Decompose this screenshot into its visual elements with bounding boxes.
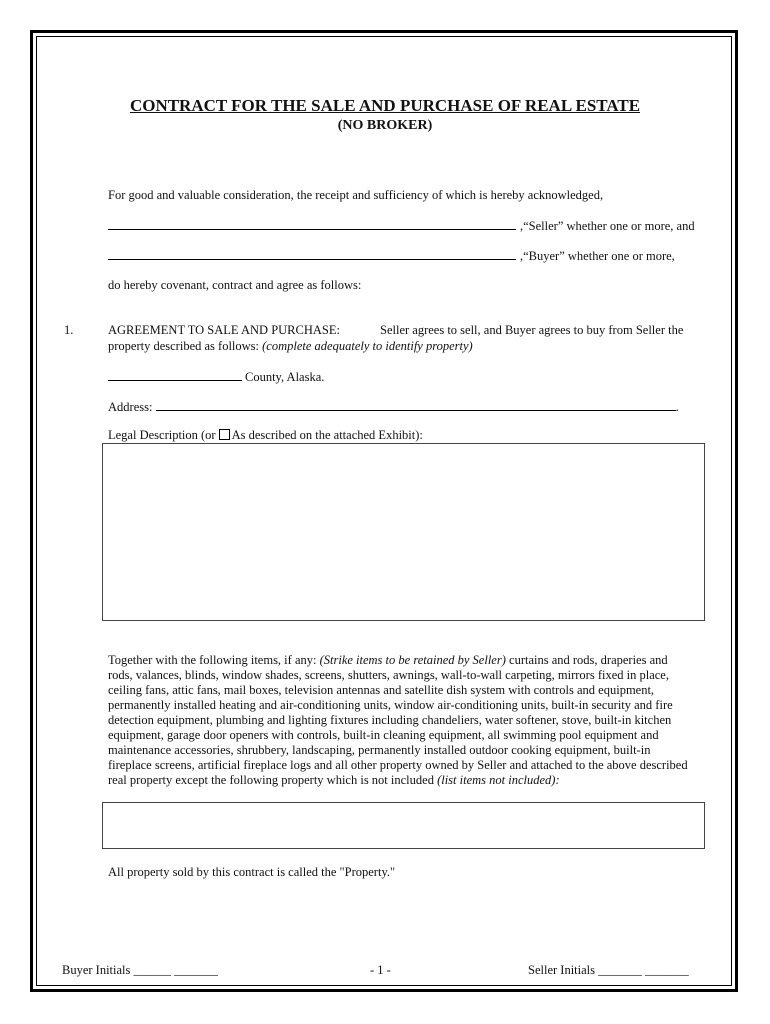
buyer-suffix: ,“Buyer” whether one or more, — [520, 249, 675, 263]
items-line — [108, 653, 708, 668]
property-definition: All property sold by this contract is called the "Property." — [108, 865, 396, 879]
items-line-0: curtains and rods, draperies and — [509, 653, 668, 667]
intro-text: For good and valuable consideration, the receipt and sufficiency of which is hereby acknowledged, — [108, 188, 604, 202]
seller-line — [108, 218, 695, 234]
items-line-2: ceiling fans, attic fans, mail boxes, television antennas and satellite dish system with controls and equipment, — [108, 683, 655, 697]
seller-name-field[interactable] — [108, 218, 516, 230]
excluded-items-box[interactable] — [102, 802, 705, 849]
exhibit-checkbox[interactable] — [219, 429, 230, 440]
address-end: . — [675, 400, 679, 414]
address-field[interactable] — [156, 399, 676, 411]
items-line-7: fireplace screens, artificial fireplace logs and all other property owned by Seller and attached to the above described — [108, 758, 688, 772]
section-line2 — [108, 339, 473, 354]
address-label: Address: — [108, 400, 153, 414]
buyer-initials[interactable]: Buyer Initials ______ _______ — [62, 963, 218, 977]
covenant-text: do hereby covenant, contract and agree as follows: — [108, 278, 362, 292]
document-subtitle: (NO BROKER) — [337, 118, 433, 133]
document-title: CONTRACT FOR THE SALE AND PURCHASE OF REAL ESTATE — [129, 96, 641, 115]
items-line-6: maintenance accessories, shrubbery, landscaping, permanently installed outdoor cooking equipment, built-in — [108, 743, 651, 757]
county-line — [108, 369, 324, 385]
items-line-4: detection equipment, plumbing and lighting fixtures including chandeliers, water softener, stove, built-in kitchen — [108, 713, 672, 727]
items-line-last — [108, 773, 708, 788]
legal-prefix: Legal Description (or — [108, 428, 216, 442]
items-line-5: equipment, garage door openers with controls, built-in cleaning equipment, all swimming pool equipment and — [108, 728, 659, 742]
buyer-name-field[interactable] — [108, 248, 516, 260]
section-line2-italic: (complete adequately to identify property) — [262, 339, 473, 353]
address-line — [108, 399, 679, 415]
items-italic: (Strike items to be retained by Seller) — [319, 653, 506, 667]
items-lead: Together with the following items, if any: — [108, 653, 317, 667]
county-suffix: County, Alaska. — [245, 370, 325, 384]
section-heading: AGREEMENT TO SALE AND PURCHASE: — [108, 323, 340, 337]
county-field[interactable] — [108, 369, 242, 381]
items-last: real property except the following property which is not included — [108, 773, 434, 787]
section-number: 1. — [64, 323, 74, 337]
items-line-1: rods, valances, blinds, window shades, screens, shutters, awnings, wall-to-wall carpeting, mirrors fixed in place, — [108, 668, 669, 682]
items-last-italic: (list items not included): — [437, 773, 560, 787]
section-line2-text: property described as follows: — [108, 339, 260, 353]
included-items-paragraph — [108, 653, 708, 788]
seller-suffix: ,“Seller” whether one or more, and — [520, 219, 695, 233]
legal-suffix: As described on the attached Exhibit): — [231, 428, 423, 442]
items-line-3: permanently installed heating and air-conditioning units, window air-conditioning units, built-in security and fire — [108, 698, 673, 712]
legal-description-label — [108, 428, 423, 443]
buyer-line — [108, 248, 675, 264]
seller-initials[interactable]: Seller Initials _______ _______ — [528, 963, 689, 977]
section-text: Seller agrees to sell, and Buyer agrees to buy from Seller the — [380, 323, 684, 337]
legal-description-box[interactable] — [102, 443, 705, 621]
page-number: - 1 - — [370, 963, 391, 977]
